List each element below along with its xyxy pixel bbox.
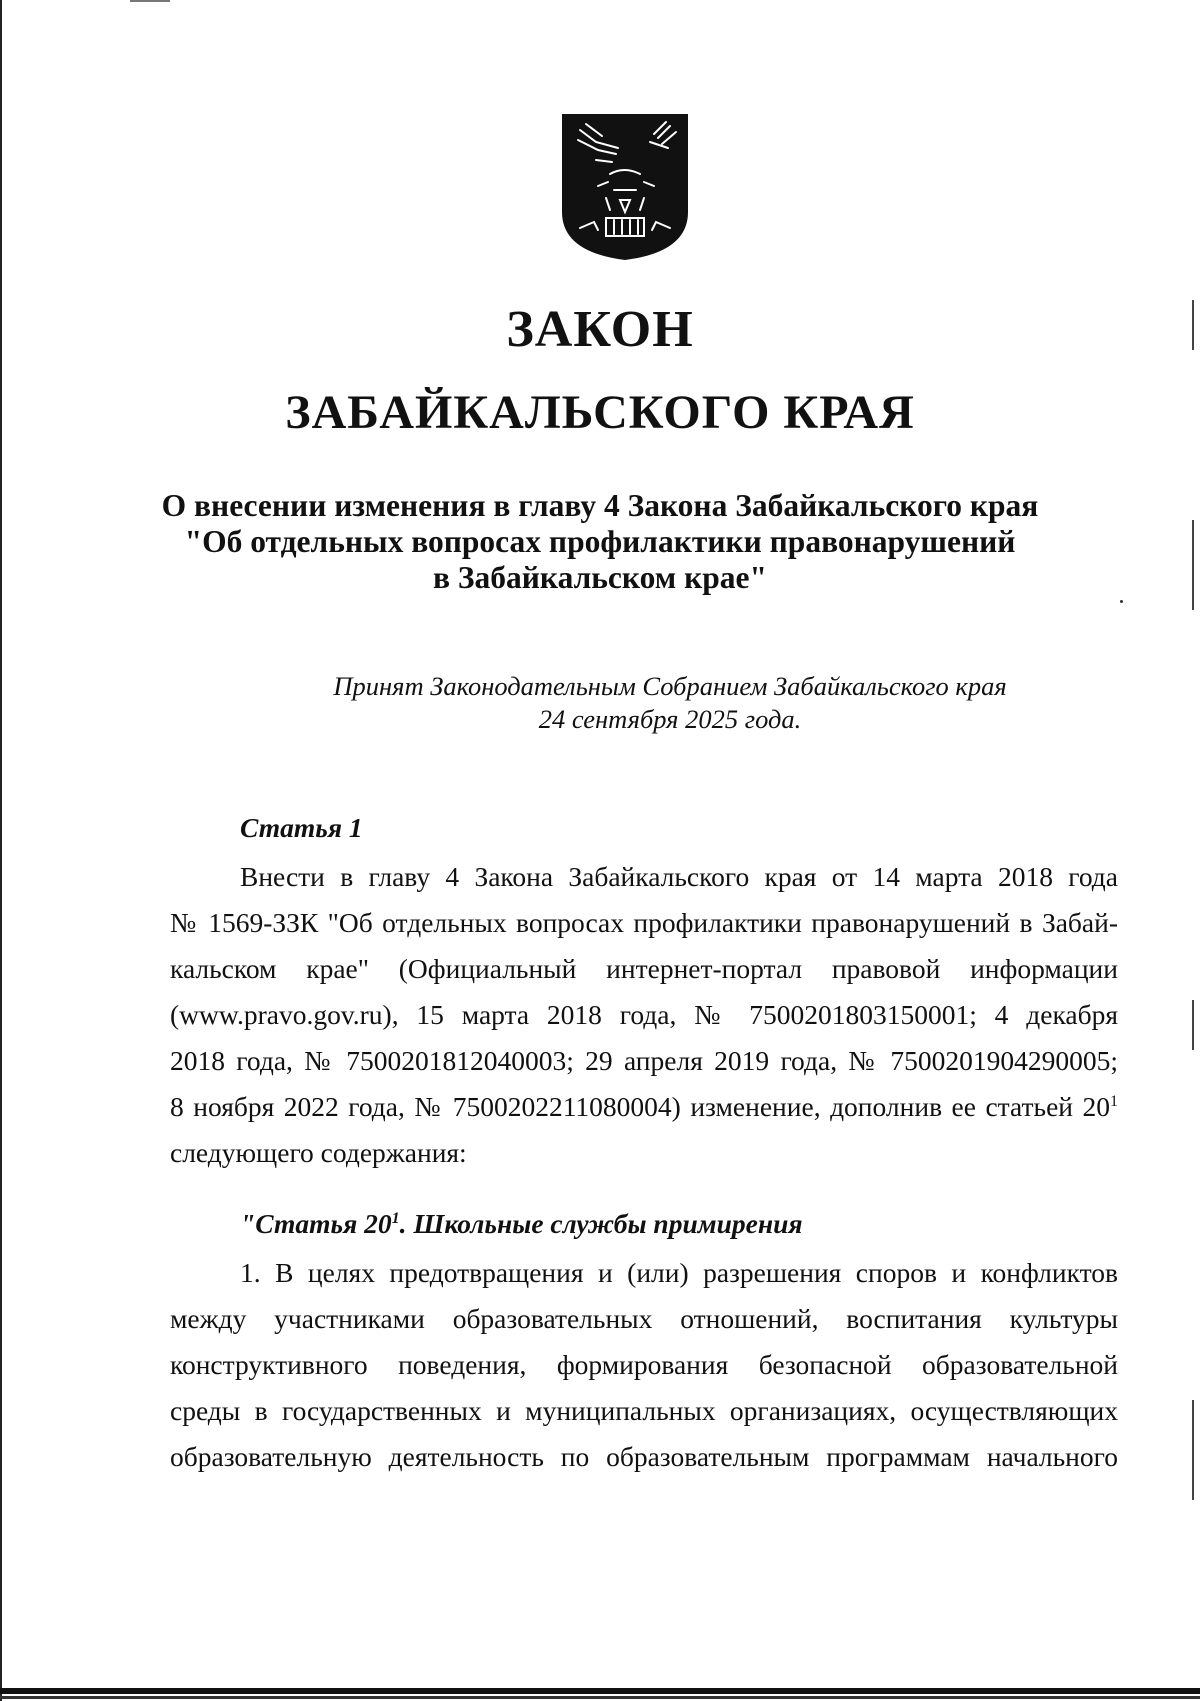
article-1-line: (www.pravo.gov.ru), 15 марта 2018 года, № 7500201803150001; 4 декабря (170, 999, 1118, 1030)
subject-line: "Об отдельных вопросах профилактики правонарушений (184, 524, 1016, 559)
adoption-line: 24 сентября 2025 года. (538, 704, 802, 734)
scan-mark-right (1192, 1400, 1194, 1500)
article-20-1-line: образовательную деятельность по образовательным программам начального (170, 1441, 1118, 1472)
superscript: 1 (1110, 1092, 1118, 1110)
scan-edge-bottom (0, 1688, 1200, 1694)
adoption-line: Принят Законодательным Собранием Забайкальского края (333, 671, 1007, 701)
article-1-heading: Статья 1 (240, 812, 363, 843)
adoption-note (260, 670, 1080, 736)
law-region-title: ЗАБАЙКАЛЬСКОГО КРАЯ (285, 386, 915, 439)
subject-line: О внесении изменения в главу 4 Закона Забайкальского края (161, 488, 1039, 523)
law-subject (150, 488, 1050, 596)
scan-mark-right (1192, 1000, 1194, 1050)
article-1-line-text: 8 ноября 2022 года, № 7500202211080004) изменение, дополнив ее статьей 20 (170, 1091, 1110, 1122)
article-20-heading-prefix: "Статья 20 (240, 1208, 392, 1239)
scan-edge-left (0, 0, 2, 1701)
article-20-1-line: 1. В целях предотвращения и (или) разрешения споров и конфликтов (240, 1257, 1118, 1288)
article-1-line: Внести в главу 4 Закона Забайкальского края от 14 марта 2018 года (240, 861, 1118, 892)
law-title: ЗАКОН (506, 301, 694, 358)
article-1-line: кальском крае" (Официальный интернет-портал правовой информации (170, 953, 1118, 984)
article-20-1-heading (240, 1208, 803, 1240)
subject-line: в Забайкальском крае" (432, 560, 768, 595)
article-20-heading-suffix: . Школьные службы примирения (399, 1208, 803, 1239)
article-20-1-line: между участниками образовательных отношений, воспитания культуры (170, 1303, 1118, 1334)
scan-edge-bottom (0, 1696, 1200, 1699)
article-20-1-line: конструктивного поведения, формирования безопасной образовательной (170, 1349, 1118, 1380)
article-20-1-line: среды в государственных и муниципальных организациях, осуществляющих (170, 1395, 1118, 1426)
article-1-line: следующего содержания: (170, 1137, 467, 1168)
scan-dot (1120, 600, 1123, 603)
superscript: 1 (391, 1209, 400, 1227)
article-1-line: 2018 года, № 7500201812040003; 29 апреля 2019 года, № 7500201904290005; (170, 1045, 1118, 1076)
scan-top-mark (130, 0, 170, 2)
article-1-line (170, 1090, 1118, 1123)
scan-mark-right (1192, 520, 1194, 610)
coat-of-arms-emblem (558, 112, 692, 262)
article-1-line: № 1569-ЗЗК "Об отдельных вопросах профилактики правонарушений в Забай- (170, 907, 1118, 938)
